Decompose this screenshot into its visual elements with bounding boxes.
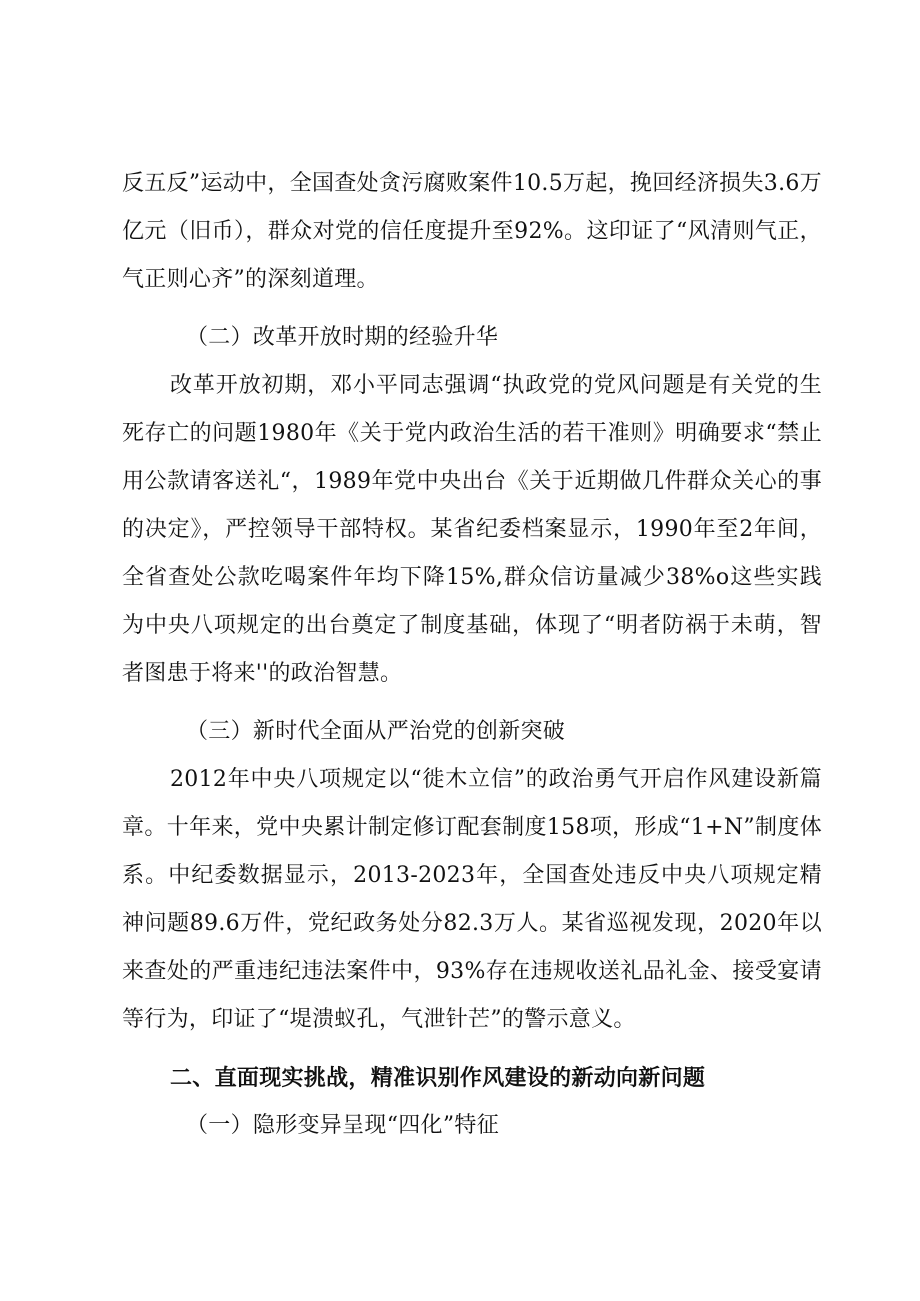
paragraph-reform-era: 改革开放初期，邓小平同志强调“执政党的党风问题是有关党的生死存亡的问题1980年《关于党内政治生活的若干准则》明确要求“禁止用公款请客送礼“，1989年党中央出台《关于近期做几件群众关心的事的决定》，严控领导干部特权。某省纪委档案显示，1990年至2年间，全省查处公款吃喝案件年均下降15%,群众信访量减少38%o这些实践为中央八项规定的出台奠定了制度基础，体现了“明者防祸于未萌，智者图患于将来''的政治智慧。 xyxy=(122,373,822,686)
section-heading-two: 二、直面现实挑战，精准识别作风建设的新动向新问题 xyxy=(170,1065,706,1091)
subheading-reform-era: （二）改革开放时期的经验升华 xyxy=(186,325,499,350)
paragraph-new-era: 2012年中央八项规定以“徙木立信”的政治勇气开启作风建设新篇章。十年来，党中央累计制定修订配套制度158项，形成“1+N”制度体系。中纪委数据显示，2013-2023年，全国查处违反中央八项规定精神问题89.6万件，党纪政务处分82.3万人。某省巡视发现，2020年以来查处的严重违纪违法案件中，93%存在违规收送礼品礼金、接受宴请等行为，印证了“堤溃蚁孔，气泄针芒”的警示意义。 xyxy=(122,767,822,1032)
paragraph-continued: 反五反”运动中，全国查处贪污腐败案件10.5万起，挽回经济损失3.6万亿元（旧币），群众对党的信任度提升至92%。这印证了“风清则气正，气正则心齐”的深刻道理。 xyxy=(122,171,822,292)
subheading-hidden-variation: （一）隐形变异呈现“四化”特征 xyxy=(186,1113,499,1138)
subheading-new-era: （三）新时代全面从严治党的创新突破 xyxy=(186,719,566,744)
document-body xyxy=(122,160,822,1150)
